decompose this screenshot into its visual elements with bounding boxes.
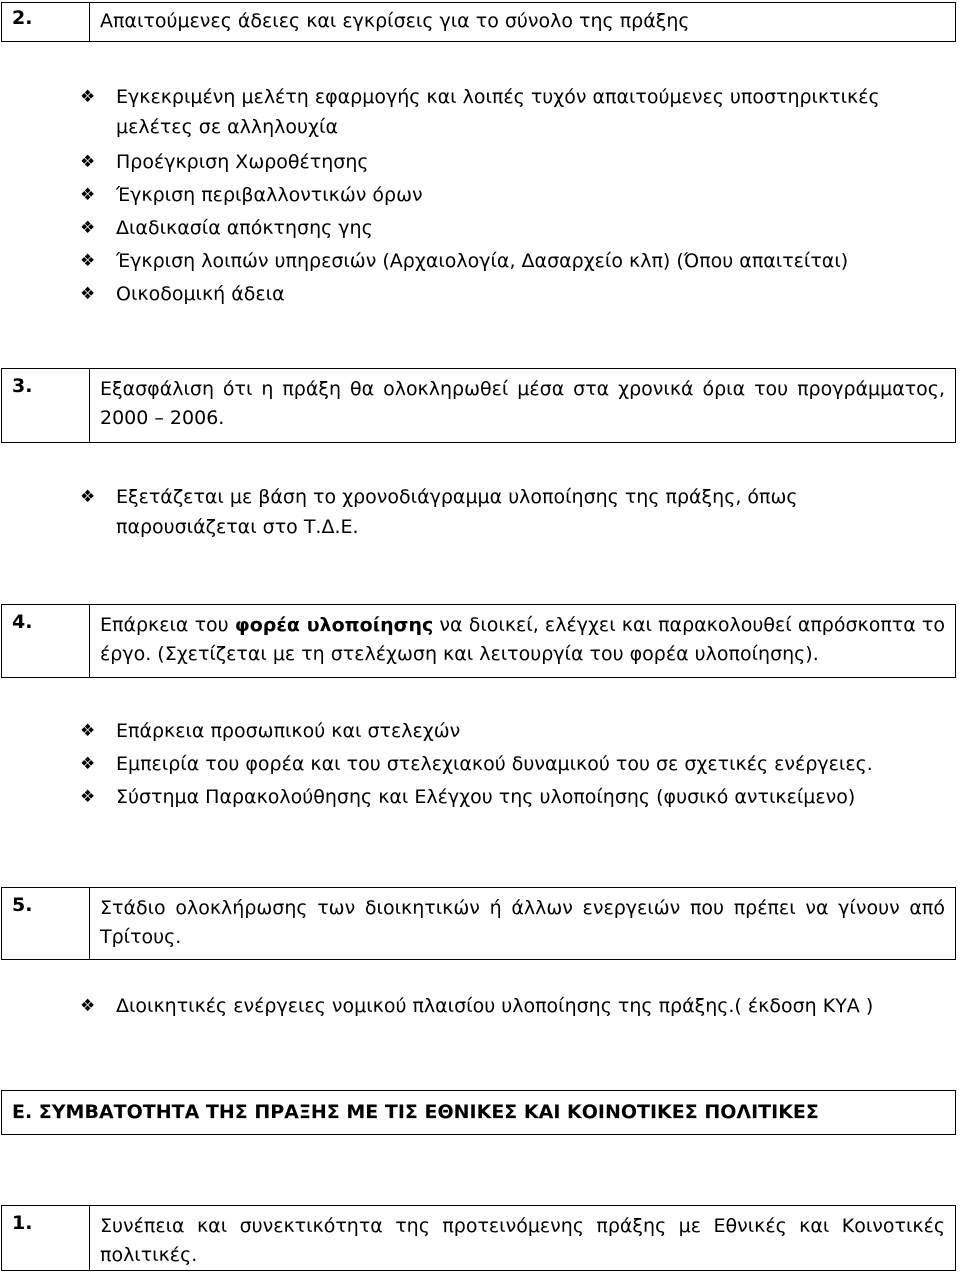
section-number: 5. xyxy=(2,888,90,959)
diamond-bullet-icon: ❖ xyxy=(80,185,96,205)
section-4-header xyxy=(1,604,956,678)
diamond-bullet-icon: ❖ xyxy=(80,487,96,507)
section-number: 1. xyxy=(2,1206,90,1270)
list-item: ❖ Οικοδομική άδεια xyxy=(80,278,902,311)
section-3-header xyxy=(1,368,956,443)
diamond-bullet-icon: ❖ xyxy=(80,251,96,271)
diamond-bullet-icon: ❖ xyxy=(80,218,96,238)
bold-phrase: φορέα υλοποίησης xyxy=(234,614,434,636)
section-number: 2. xyxy=(2,3,90,41)
diamond-bullet-icon: ❖ xyxy=(80,152,96,172)
list-item: ❖ Διαδικασία απόκτησης γης xyxy=(80,212,902,245)
section-number: 4. xyxy=(2,605,90,677)
list-item: ❖ Εξετάζεται με βάση το χρονοδιάγραμμα υλοποίησης της πράξης, όπως παρουσιάζεται στο Τ.Δ.Ε. xyxy=(80,482,902,542)
section-number: 3. xyxy=(2,369,90,442)
diamond-bullet-icon: ❖ xyxy=(80,284,96,304)
section-2-list xyxy=(80,82,902,311)
section-4-list xyxy=(80,715,902,814)
diamond-bullet-icon: ❖ xyxy=(80,721,96,741)
section-1-header xyxy=(1,1205,956,1271)
section-title: Απαιτούμενες άδειες και εγκρίσεις για το σύνολο της πράξης xyxy=(100,10,690,32)
section-e-header: Ε. ΣΥΜΒΑΤΟΤΗΤΑ ΤΗΣ ΠΡΑΞΗΣ ΜΕ ΤΙΣ ΕΘΝΙΚΕΣ ΚΑΙ ΚΟΙΝΟΤΙΚΕΣ ΠΟΛΙΤΙΚΕΣ xyxy=(1,1090,956,1135)
section-title: Στάδιο ολοκλήρωσης των διοικητικών ή άλλων ενεργειών που πρέπει να γίνουν από Τρίτους. xyxy=(100,897,945,948)
list-item: ❖ Εμπειρία του φορέα και του στελεχιακού δυναμικού του σε σχετικές ενέργειες. xyxy=(80,748,902,781)
diamond-bullet-icon: ❖ xyxy=(80,754,96,774)
list-item: ❖ Διοικητικές ενέργειες νομικού πλαισίου υλοποίησης της πράξης.( έκδοση ΚΥΑ ) xyxy=(80,990,902,1023)
list-item: ❖ Εγκεκριμένη μελέτη εφαρμογής και λοιπές τυχόν απαιτούμενες υποστηρικτικές μελέτες σε αλληλουχία xyxy=(80,82,902,142)
diamond-bullet-icon: ❖ xyxy=(80,87,96,107)
list-item: ❖ Σύστημα Παρακολούθησης και Ελέγχου της υλοποίησης (φυσικό αντικείμενο) xyxy=(80,781,902,814)
section-2-header xyxy=(1,2,956,42)
list-item: ❖ Έγκριση περιβαλλοντικών όρων xyxy=(80,179,902,212)
diamond-bullet-icon: ❖ xyxy=(80,996,96,1016)
section-3-list xyxy=(80,482,902,542)
list-item: ❖ Προέγκριση Χωροθέτησης xyxy=(80,146,902,179)
section-title: Επάρκεια του φορέα υλοποίησης να διοικεί, ελέγχει και παρακολουθεί απρόσκοπτα το έργο. (Σχετίζεται με τη στελέχωση και λειτουργία του φορέα υλοποίησης). xyxy=(100,614,945,665)
list-item: ❖ Έγκριση λοιπών υπηρεσιών (Αρχαιολογία, Δασαρχείο κλπ) (Όπου απαιτείται) xyxy=(80,245,902,278)
diamond-bullet-icon: ❖ xyxy=(80,787,96,807)
section-5-header xyxy=(1,887,956,960)
section-title: Εξασφάλιση ότι η πράξη θα ολοκληρωθεί μέσα στα χρονικά όρια του προγράμματος, 2000 – 2006. xyxy=(100,378,945,429)
list-item: ❖ Επάρκεια προσωπικού και στελεχών xyxy=(80,715,902,748)
section-title: Συνέπεια και συνεκτικότητα της προτεινόμενης πράξης με Εθνικές και Κοινοτικές πολιτικές. xyxy=(100,1215,945,1266)
section-5-list xyxy=(80,990,902,1023)
